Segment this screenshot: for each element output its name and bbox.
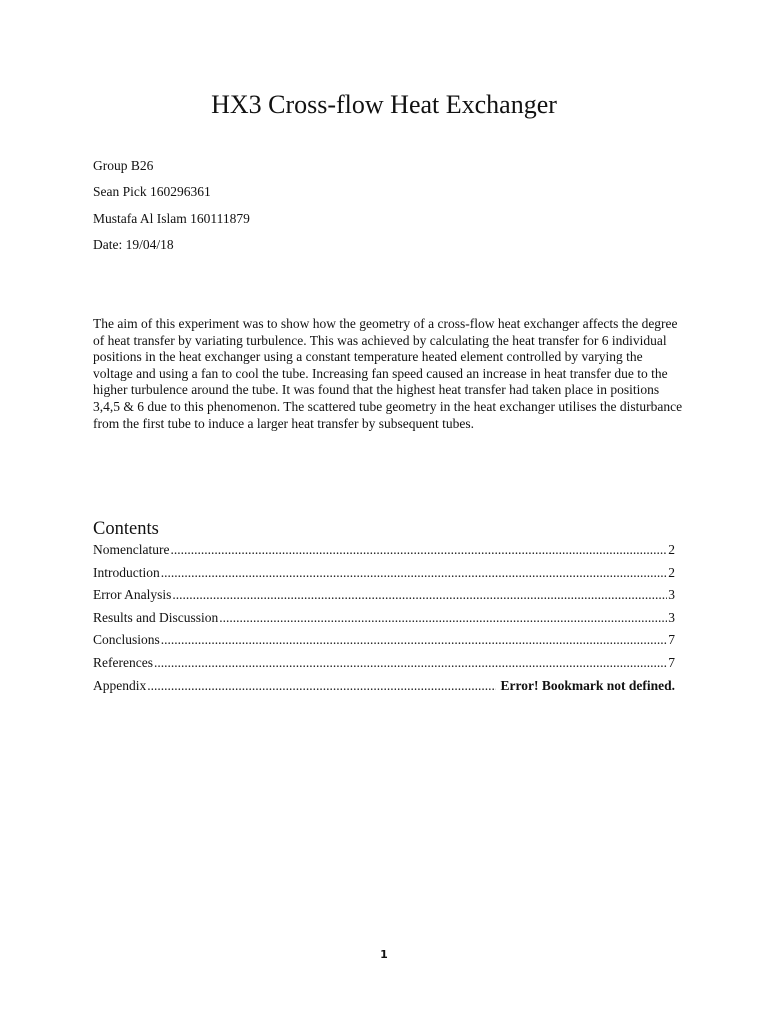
group-line: Group B26 [93,158,154,173]
toc-leader-dots [161,631,667,649]
toc-entry-error-analysis[interactable] [93,586,675,609]
page-number: 1 [380,948,388,961]
toc-leader-dots [170,541,667,559]
toc-entry-page-error: Error! Bookmark not defined. [500,677,675,693]
toc-entry-label: Nomenclature [93,542,170,557]
toc-leader-dots [154,654,667,672]
toc-entry-label: Error Analysis [93,587,172,603]
toc-entry-label: Results and Discussion [93,609,219,625]
toc-entry-page: 3 [668,609,675,625]
table-of-contents [93,541,675,699]
document-title: HX3 Cross-flow Heat Exchanger [211,90,557,119]
toc-leader-dots [219,609,667,627]
author-line-1: Sean Pick 160296361 [93,184,211,200]
toc-entry-page: 2 [668,564,675,580]
abstract-paragraph: The aim of this experiment was to show how the geometry of a cross-flow heat exchanger affects the degree of heat transfer by variating turbulence. This was achieved by calculating the heat transfer for 6 individual positions in the heat exchanger using a constant temperature heated element controlled by varying the voltage and using a fan to cool the tube. Increasing fan speed caused an increase in heat transfer due to the higher turbulence around the tube. It was found that the highest heat transfer had taken place in positions 3,4,5 & 6 due to this phenomenon. The scattered tube geometry in the heat exchanger utilises the disturbance from the first tube to induce a larger heat transfer by subsequent tubes. [93,316,683,431]
author-line-2: Mustafa Al Islam 160111879 [93,210,250,226]
contents-heading: Contents [93,519,159,539]
toc-entry-page: 7 [668,654,675,670]
toc-entry-label: References [93,654,153,670]
toc-entry-label: Introduction [93,564,160,580]
toc-entry-page: 3 [668,587,675,603]
date-line: Date: 19/04/18 [93,236,174,252]
toc-entry-label: Appendix [93,677,147,693]
toc-leader-dots [161,564,668,582]
toc-entry-nomenclature[interactable] [93,541,675,564]
toc-entry-introduction[interactable] [93,564,675,587]
toc-entry-label: Conclusions [93,632,160,648]
toc-entry-appendix[interactable] [93,677,675,700]
toc-leader-dots [147,677,495,695]
author-info [93,157,250,262]
toc-entry-page: 2 [668,542,675,557]
toc-leader-dots [172,586,667,604]
toc-entry-conclusions[interactable] [93,631,675,654]
toc-entry-page: 7 [668,632,675,648]
toc-entry-results-and-discussion[interactable] [93,609,675,632]
toc-entry-references[interactable] [93,654,675,677]
